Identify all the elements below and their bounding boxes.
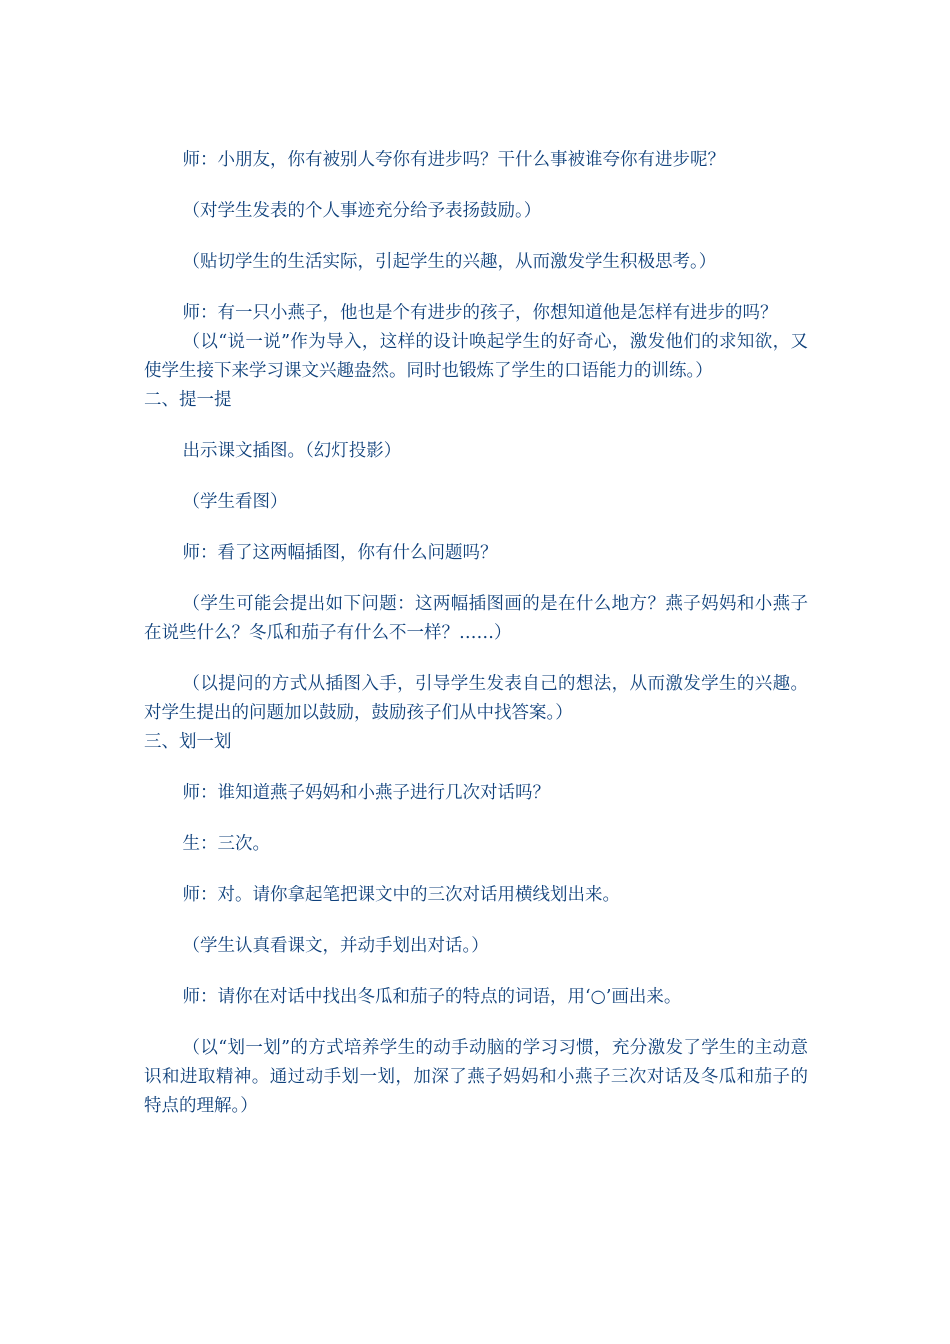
- paragraph: 生：三次。: [182, 834, 270, 854]
- paragraph: 师：请你在对话中找出冬瓜和茄子的特点的词语，用‘○’画出来。: [182, 987, 682, 1007]
- paragraph: （学生认真看课文，并动手划出对话。）: [182, 936, 489, 956]
- document-body: [144, 146, 808, 1121]
- paragraph: （以“划一划”的方式培养学生的动手动脑的学习习惯，充分激发了学生的主动意识和进取精神。通过动手划一划，加深了燕子妈妈和小燕子三次对话及冬瓜和茄子的特点的理解。）: [144, 1038, 808, 1116]
- paragraph: 出示课文插图。（幻灯投影）: [182, 441, 402, 461]
- section-heading-2: 二、提一提: [144, 390, 232, 410]
- paragraph: 师：小朋友，你有被别人夸你有进步吗？干什么事被谁夸你有进步呢？: [182, 150, 725, 170]
- paragraph: （学生看图）: [182, 492, 288, 512]
- paragraph: 师：有一只小燕子，他也是个有进步的孩子，你想知道他是怎样有进步的吗？: [182, 303, 778, 323]
- paragraph: （以“说一说”作为导入，这样的设计唤起学生的好奇心，激发他们的求知欲，又使学生接下来学习课文兴趣盎然。同时也锻炼了学生的口语能力的训练。）: [144, 332, 808, 381]
- paragraph: 师：谁知道燕子妈妈和小燕子进行几次对话吗？: [182, 783, 550, 803]
- paragraph: （对学生发表的个人事迹充分给予表扬鼓励。）: [182, 201, 542, 221]
- paragraph: 师：对。请你拿起笔把课文中的三次对话用横线划出来。: [182, 885, 620, 905]
- paragraph: （以提问的方式从插图入手，引导学生发表自己的想法，从而激发学生的兴趣。对学生提出的问题加以鼓励，鼓励孩子们从中找答案。）: [144, 674, 808, 723]
- section-heading-3: 三、划一划: [144, 732, 232, 752]
- paragraph: 师：看了这两幅插图，你有什么问题吗？: [182, 543, 498, 563]
- paragraph: （学生可能会提出如下问题：这两幅插图画的是在什么地方？燕子妈妈和小燕子在说些什么？冬瓜和茄子有什么不一样？……）: [144, 594, 808, 643]
- paragraph: （贴切学生的生活实际，引起学生的兴趣，从而激发学生积极思考。）: [182, 252, 717, 272]
